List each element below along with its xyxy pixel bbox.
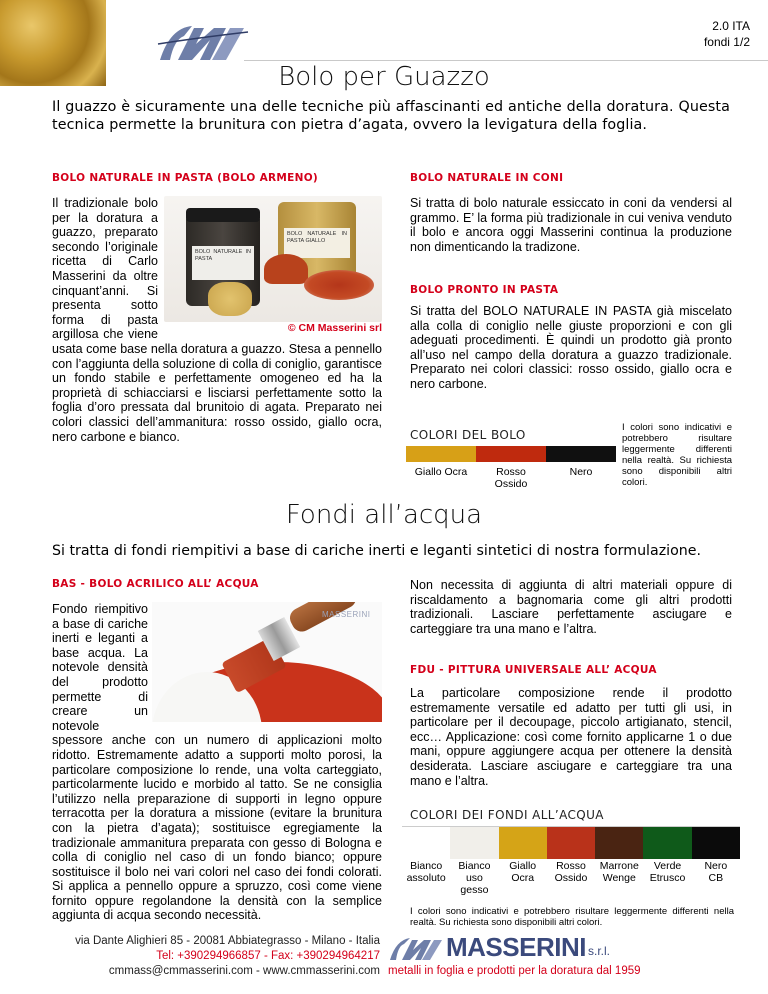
color-swatch-label: Nero CB	[704, 860, 728, 884]
color-swatch-label: Rosso Ossido	[554, 860, 588, 884]
fondi-colors-title: COLORI DEI FONDI ALL’ACQUA	[410, 808, 604, 822]
bas-heading: BAS - BOLO ACRILICO ALL’ ACQUA	[52, 578, 259, 590]
bolo-coni-heading: BOLO NATURALE IN CONI	[410, 172, 564, 184]
color-swatch-label: Bianco assoluto	[406, 860, 446, 884]
bas-continued-text: Non necessita di aggiunta di altri materiali oppure di riscaldamento a bagnomaria come gli altri prodotti tradizionali. Lasciare perfettamente asciugare e carteggiare tra una mano e l’altra.	[410, 578, 732, 636]
fondi-color-labels	[402, 860, 740, 896]
fondi-colors-note: I colori sono indicativi e potrebbero risultare leggermente differenti nella realtà. Su richiesta sono disponibili altri colori.	[410, 906, 734, 928]
footer-brand-suffix: s.r.l.	[588, 944, 611, 958]
footer-phone: Tel: +390294966857 - Fax: +390294964217	[156, 950, 380, 962]
color-swatch-label: Rosso Ossido	[494, 466, 528, 490]
cm-small-logo-icon	[388, 932, 444, 966]
jar-label-2: BOLO NATURALE IN PASTA GIALLO	[284, 228, 350, 258]
bas-section	[52, 602, 382, 923]
photo-credit: © CM Masserini srl	[287, 322, 382, 335]
fdu-text: La particolare composizione rende il prodotto estremamente versatile ed adatto per tutti gli usi, in particolare per il decoupage, piccolo artigianato, stencil, ecc… Applicazione: così come fornito applicarne 1 o due mani, oppure aggiungere acqua per ottenere la densità desiderata. Lasciare asciugare e carteggiare tra una mano e l’altra.	[410, 686, 732, 788]
fondi-title: Fondi all’acqua	[285, 500, 483, 530]
color-swatch	[692, 827, 740, 859]
footer-web: cmmass@cmmasserini.com - www.cmmasserini.com	[108, 965, 380, 977]
footer-address-block	[60, 934, 380, 979]
footer-tagline: metalli in foglia e prodotti per la doratura dal 1959	[388, 965, 641, 977]
color-swatch	[595, 827, 643, 859]
page-title: Bolo per Guazzo	[278, 62, 490, 92]
color-swatch	[450, 827, 498, 859]
bas-text: Fondo riempitivo a base di cariche inerti e leganti a base acqua. La notevole densità del prodotto permette di creare un notevole spessore anche con un numero di applicazioni molto ridotto. Estremamente adatto a supporti molto porosi, la particolare composizione lo rende, una volta carteggiato, particolarmente lucido e morbido al tatto. Se ne consiglia l’utilizzo nella preparazione di supporti in legno oppure terracotta per la doratura a missione (evitare la brunitura con la pietra d’agata); sostituisce egregiamente la tradizionale ammanitura preparata con gesso di Bologna e colla di coniglio nel caso di un fondo bianco; oppure sostituisce il bolo nei vari colori nel caso dei fondi colorati. Si applica a pennello oppure a spruzzo, così come viene fornito oppure regolandone la densità con la semplice aggiunta di acqua secondo necessità.	[52, 602, 382, 923]
color-swatch-label: Bianco uso gesso	[458, 860, 491, 896]
fondi-intro: Si tratta di fondi riempitivi a base di cariche inerti e leganti sintetici di nostra formulazione.	[52, 543, 701, 559]
color-swatch	[499, 827, 547, 859]
color-swatch	[546, 446, 616, 462]
photo-brand-watermark: MASSERINI	[322, 610, 371, 619]
color-swatch-label: Verde Etrusco	[649, 860, 686, 884]
bolo-coni-text: Si tratta di bolo naturale essiccato in coni da vendersi al grammo. E’ la forma più tradizionale in cui veniva venduto il bolo e ancora oggi Masserini continua la produzione non dimenticando la tradizone.	[410, 196, 732, 254]
color-swatch	[643, 827, 691, 859]
bolo-pronto-text: Si tratta del BOLO NATURALE IN PASTA già miscelato alla colla di coniglio nelle giuste proporzioni e con gli adeguati procedimenti. È quindi un prodotto già pronto all’uso nel campo della doratura a guazzo tradizionale. Preparato nei colori classici: rosso ossido, giallo ocra e nero carbone.	[410, 304, 732, 391]
bolo-pasta-section	[52, 196, 382, 444]
footer-brand: MASSERINI	[446, 932, 586, 962]
bas-brush-photo	[152, 602, 382, 726]
jar-label: BOLO NATURALE IN PASTA	[192, 246, 254, 280]
version: 2.0 ITA	[712, 19, 750, 33]
color-swatch	[402, 827, 450, 859]
fdu-heading: FDU - PITTURA UNIVERSALE ALL’ ACQUA	[410, 664, 657, 676]
red-paste	[264, 254, 308, 284]
color-swatch	[476, 446, 546, 462]
footer-address: via Dante Alighieri 85 - 20081 Abbiategrasso - Milano - Italia	[75, 935, 380, 947]
color-swatch-label: Nero	[569, 466, 593, 478]
red-powder	[304, 270, 374, 300]
color-swatch	[406, 446, 476, 462]
color-swatch-label: Giallo Ocra	[509, 860, 537, 884]
bolo-pronto-heading: BOLO PRONTO IN PASTA	[410, 284, 559, 296]
bolo-colors-title: COLORI DEL BOLO	[410, 428, 526, 442]
color-swatch	[547, 827, 595, 859]
intro-paragraph: Il guazzo è sicuramente una delle tecniche più affascinanti ed antiche della doratura. Questa tecnica permette la brunitura con pietra d’agata, ovvero la levigatura della foglia.	[52, 99, 730, 133]
bolo-pasta-text: Il tradizionale bolo per la doratura a guazzo, preparato secondo l’originale ricetta di Carlo Masserini da oltre cinquant’anni. Si presenta sotto forma di pasta argillosa che viene usata come base nella doratura a guazzo. Stesa a pennello con l’aggiunta della soluzione di colla di coniglio, garantisce un fondo stabile e perfettamente omogeneo ed ha la proprietà di schiacciarsi e lisciarsi perfettamente sotto la foglia d’oro pressata dal brunitoio di agata. Preparato nei colori classici dell’ammanitura: rosso ossido, giallo ocra, nero carbone e bianco.	[52, 196, 382, 444]
bolo-color-labels	[406, 466, 616, 490]
page-number: fondi 1/2	[703, 35, 750, 49]
yellow-paste	[208, 282, 252, 316]
header-divider	[244, 60, 768, 61]
color-swatch-label: Giallo Ocra	[414, 466, 468, 478]
bolo-pasta-heading: BOLO NATURALE IN PASTA (BOLO ARMENO)	[52, 172, 319, 184]
fondi-color-swatches	[402, 826, 740, 860]
color-swatch-label: Marrone Wenge	[599, 860, 639, 884]
bolo-jars-photo	[164, 196, 382, 336]
bolo-colors-note: I colori sono indicativi e potrebbero risultare leggermente differenti nella realtà. Su richiesta sono disponibili altri colori.	[622, 422, 732, 488]
document-code	[704, 18, 750, 50]
